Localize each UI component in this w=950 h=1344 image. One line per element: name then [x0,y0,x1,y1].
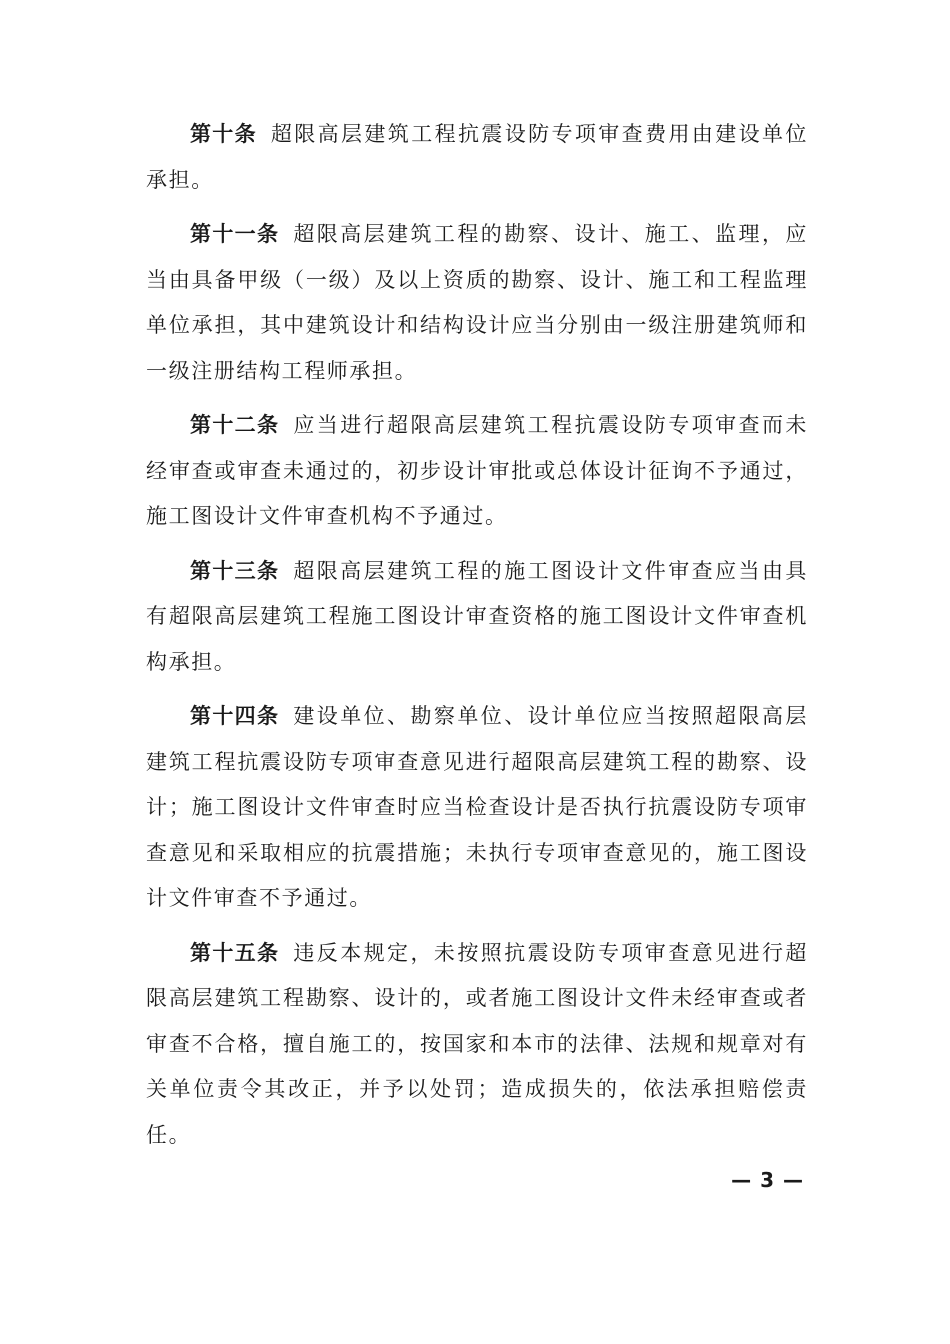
article-label: 第十一条 [190,222,280,246]
article-text: 超限高层建筑工程抗震设防专项审查费用由建设单位承担。 [146,122,808,192]
article-text: 超限高层建筑工程的施工图设计文件审查应当由具有超限高层建筑工程施工图设计审查资格的施工图设计文件审查机构承担。 [146,558,808,674]
article-15 [146,931,808,1159]
article-10 [146,112,808,203]
article-label: 第十二条 [190,413,280,437]
article-14 [146,694,808,922]
article-label: 第十三条 [190,558,280,583]
article-13 [146,549,808,686]
article-11 [146,212,808,394]
article-text: 超限高层建筑工程的勘察、设计、施工、监理，应当由具备甲级（一级）及以上资质的勘察、设计、施工和工程监理单位承担，其中建筑设计和结构设计应当分别由一级注册建筑师和一级注册结构工程师承担。 [146,222,808,383]
document-body [146,112,808,1167]
article-label: 第十五条 [190,940,280,965]
article-text: 建设单位、勘察单位、设计单位应当按照超限高层建筑工程抗震设防专项审查意见进行超限高层建筑工程的勘察、设计；施工图设计文件审查时应当检查设计是否执行抗震设防专项审查意见和采取相应的抗震措施；未执行专项审查意见的，施工图设计文件审查不予通过。 [146,704,808,910]
article-label: 第十条 [190,122,257,146]
article-12 [146,403,808,540]
article-text: 违反本规定，未按照抗震设防专项审查意见进行超限高层建筑工程勘察、设计的，或者施工图设计文件未经审查或者审查不合格，擅自施工的，按国家和本市的法律、法规和规章对有关单位责令其改正，并予以处罚；造成损失的，依法承担赔偿责任。 [146,940,808,1147]
article-label: 第十四条 [190,704,280,728]
page-number: — 3 — [731,1168,804,1192]
article-text: 应当进行超限高层建筑工程抗震设防专项审查而未经审查或审查未通过的，初步设计审批或总体设计征询不予通过，施工图设计文件审查机构不予通过。 [146,413,808,528]
